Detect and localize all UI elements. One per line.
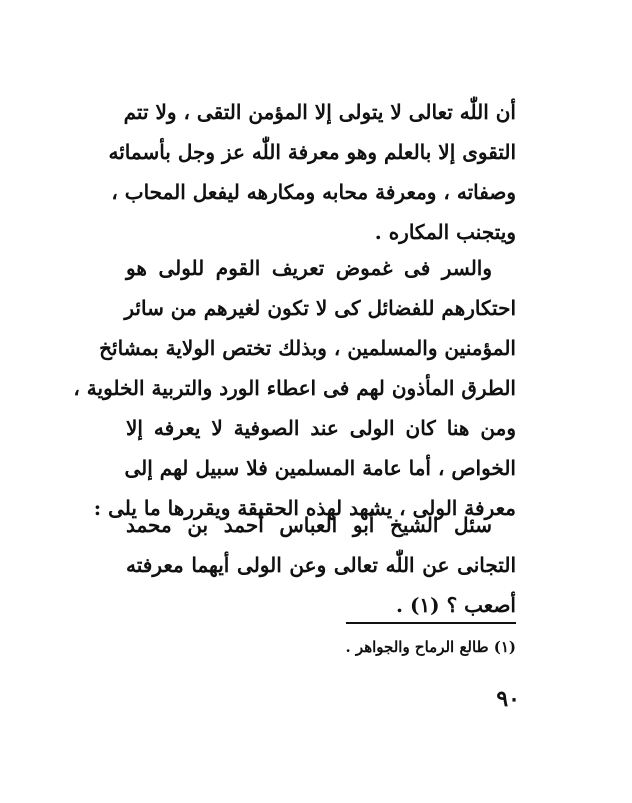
- paragraph-2: [73, 248, 516, 528]
- text-line: أصعب ؟ (١) .: [396, 593, 516, 617]
- text-line: والسر فى غموض تعريف القوم للولى هو: [126, 256, 492, 280]
- text-line: احتكارهم للفضائل كى لا تكون لغيرهم من سائر: [124, 296, 516, 320]
- text-line: التجانى عن اللّٰه تعالى وعن الولى أيهما معرفته: [126, 553, 516, 577]
- paragraph-1: [108, 92, 516, 252]
- text-line: وصفاته ، ومعرفة محابه ومكارهه ليفعل المحاب ،: [111, 180, 516, 204]
- text-line: أن اللّٰه تعالى لا يتولى إلا المؤمن التقى ، ولا تتم: [123, 100, 516, 124]
- text-line: المؤمنين والمسلمين ، وبذلك تختص الولاية بمشائخ: [99, 336, 516, 360]
- page-number: ٩٠: [496, 686, 520, 712]
- text-line: ويتجنب المكاره .: [374, 220, 516, 244]
- text-line: الخواص ، أما عامة المسلمين فلا سبيل لهم إلى: [124, 456, 516, 480]
- text-line: التقوى إلا بالعلم وهو معرفة اللّٰه عز وجل بأسمائه: [108, 140, 516, 164]
- footnote-divider: [346, 622, 516, 624]
- paragraph-3: [126, 505, 516, 625]
- text-line: ومن هنا كان الولى عند الصوفية لا يعرفه إلا: [126, 416, 516, 440]
- text-line: سئل الشيخ أبو العباس أحمد بن محمد: [126, 513, 492, 537]
- text-line: معرفة الولى ، يشهد لهذه الحقيقة ويقررها ما يلى :: [93, 496, 516, 520]
- text-line: الطرق المأذون لهم فى اعطاء الورد والتربية الخلوية ،: [73, 376, 516, 400]
- footnote: (١) طالع الرماح والجواهر .: [345, 638, 516, 656]
